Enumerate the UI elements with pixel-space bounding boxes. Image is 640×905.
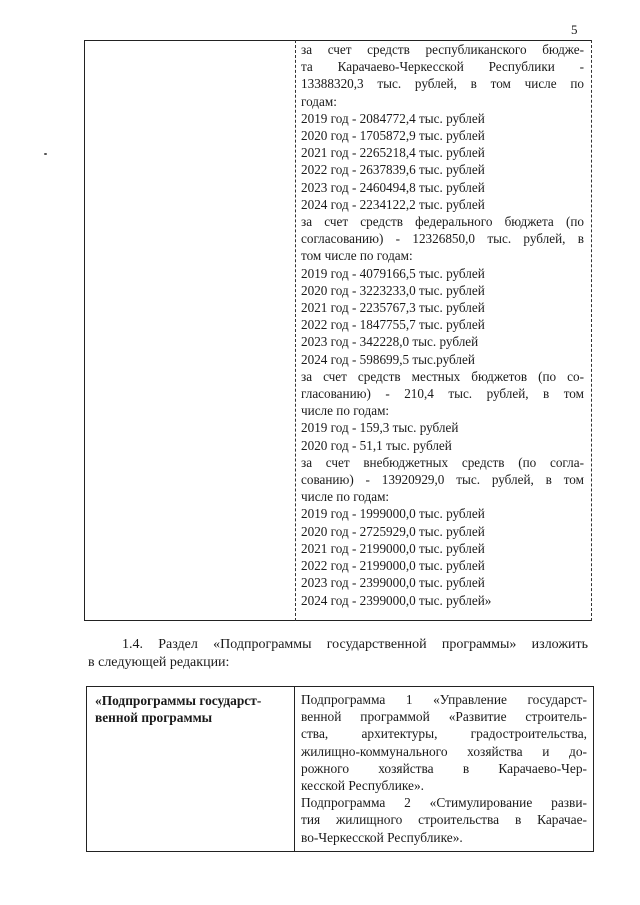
cell-line: сованию) - 13920929,0 тыс. рублей, в том [301,472,584,488]
cell-line: 2023 год - 2399000,0 тыс. рублей [301,575,485,591]
cell-line: 2020 год - 3223233,0 тыс. рублей [301,282,485,298]
cell-line: тия жилищного строительства в Карачае- [301,812,587,828]
paragraph-line: в следующей редакции: [88,655,230,670]
table-border-bottom [84,620,592,621]
cell-line: числе по годам: [301,489,390,505]
cell-line: 2019 год - 2084772,4 тыс. рублей [301,110,485,126]
scan-speck [44,153,47,155]
cell-line: жилищно-коммунального хозяйства и до- [301,743,587,759]
financing-table-continuation [84,40,592,621]
financing-cell [301,41,584,609]
cell-line: за счет внебюджетных средств (по согла- [301,454,584,470]
cell-line: 2020 год - 51,1 тыс. рублей [301,437,452,453]
cell-line: 2023 год - 2460494,8 тыс. рублей [301,179,485,195]
cell-line: за счет средств республиканского бюдже- [301,42,584,57]
cell-line: согласованию) - 12326850,0 тыс. рублей, в [301,231,584,247]
cell-line: кесской Республике». [301,778,425,794]
cell-line: 2019 год - 4079166,5 тыс. рублей [301,265,485,281]
subprograms-header-cell [95,692,287,726]
table-border-right [591,40,592,621]
page-number: 5 [571,22,578,37]
cell-line: 2021 год - 2265218,4 тыс. рублей [301,145,485,161]
cell-line: за счет средств местных бюджетов (по со- [301,368,584,384]
cell-line: ства, архитектуры, градостроительства, [301,726,587,742]
cell-line: 2021 год - 2235767,3 тыс. рублей [301,300,485,316]
amendment-paragraph [88,636,588,672]
cell-line: рожного хозяйства в Карачаево-Чер- [301,760,587,776]
cell-line: та Карачаево-Черкесской Республики - [301,59,584,75]
table-border-middle [294,687,295,851]
cell-line: венной программой «Развитие строитель- [301,709,587,725]
cell-line: годам: [301,93,337,109]
header-line: «Подпрограммы государст- [95,693,262,708]
cell-line: 2020 год - 1705872,9 тыс. рублей [301,128,485,144]
cell-line: за счет средств федерального бюджета (по [301,214,584,230]
cell-line: Подпрограмма 2 «Стимулирование разви- [301,795,587,811]
paragraph-line: 1.4. Раздел «Подпрограммы государственной программы» изложить [122,637,588,652]
cell-line: 2024 год - 2399000,0 тыс. рублей» [301,592,492,608]
subprograms-table [86,686,594,852]
cell-line: 2019 год - 159,3 тыс. рублей [301,420,459,436]
cell-line: числе по годам: [301,403,390,419]
cell-line: 2022 год - 2637839,6 тыс. рублей [301,162,485,178]
cell-line: том числе по годам: [301,248,413,264]
cell-line: 13388320,3 тыс. рублей, в том числе по [301,76,584,92]
table-border-middle [295,40,296,621]
cell-line: 2022 год - 1847755,7 тыс. рублей [301,317,485,333]
cell-line: 2023 год - 342228,0 тыс. рублей [301,334,479,350]
header-line: венной программы [95,710,213,725]
cell-line: 2020 год - 2725929,0 тыс. рублей [301,523,485,539]
cell-line: 2024 год - 2234122,2 тыс. рублей [301,196,485,212]
cell-line: 2024 год - 598699,5 тыс.рублей [301,351,475,367]
cell-line: Подпрограмма 1 «Управление государст- [301,692,587,707]
cell-line: гласованию) - 210,4 тыс. рублей, в том [301,386,584,402]
subprograms-cell [301,691,587,846]
table-border-left [84,40,85,621]
cell-line: во-Черкесской Республике». [301,829,463,845]
cell-line: 2021 год - 2199000,0 тыс. рублей [301,540,485,556]
cell-line: 2019 год - 1999000,0 тыс. рублей [301,506,485,522]
cell-line: 2022 год - 2199000,0 тыс. рублей [301,558,485,574]
